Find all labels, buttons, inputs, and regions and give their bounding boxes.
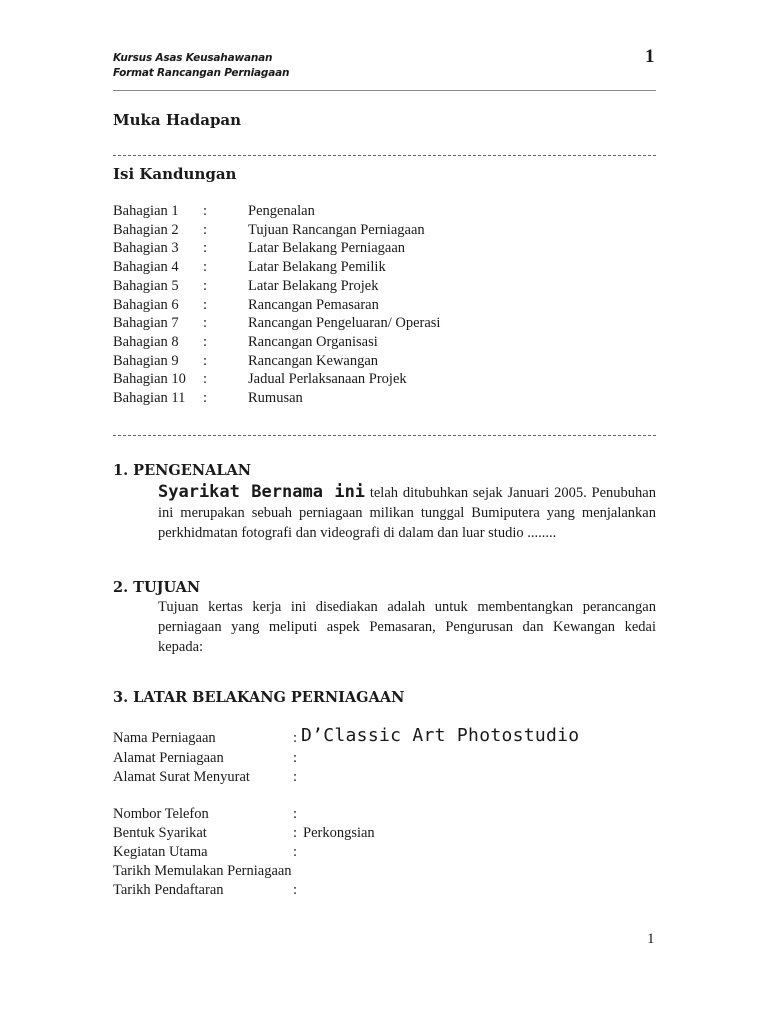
toc-row — [113, 390, 513, 409]
field-label: Tarikh Memulakan Perniagaan — [113, 863, 292, 879]
field-colon: : — [293, 750, 298, 766]
field-bentuk-syarikat — [113, 825, 656, 844]
toc-bahagian: Bahagian 7 — [113, 315, 179, 332]
toc-row — [113, 315, 513, 334]
field-nama-perniagaan — [113, 725, 656, 749]
header-course: Kursus Asas Keusahawanan — [113, 52, 273, 64]
header-subtitle: Format Rancangan Perniagaan — [113, 67, 290, 79]
field-value: D’Classic Art Photostudio — [301, 725, 580, 746]
toc-colon: : — [203, 390, 208, 406]
field-colon: : — [293, 730, 298, 746]
toc-title: Tujuan Rancangan Perniagaan — [248, 221, 425, 238]
toc-row — [113, 353, 513, 372]
field-label: Kegiatan Utama — [113, 844, 208, 860]
muka-hadapan-heading: Muka Hadapan — [113, 111, 242, 129]
section-1-heading: 1. PENGENALAN — [113, 462, 252, 479]
toc-bahagian: Bahagian 9 — [113, 352, 179, 369]
toc-title: Rancangan Kewangan — [248, 352, 379, 369]
toc-title: Latar Belakang Pemilik — [248, 259, 386, 276]
toc-bahagian: Bahagian 4 — [113, 259, 179, 276]
toc-bahagian: Bahagian 1 — [113, 203, 179, 219]
toc-row — [113, 334, 513, 353]
field-label: Tarikh Pendaftaran — [113, 882, 224, 898]
field-label: Alamat Perniagaan — [113, 750, 224, 766]
field-tarikh-pendaftaran — [113, 882, 656, 901]
toc-colon: : — [203, 240, 208, 257]
toc-row — [113, 297, 513, 316]
toc-colon: : — [203, 333, 208, 350]
section-3-heading: 3. LATAR BELAKANG PERNIAGAAN — [113, 689, 405, 706]
toc-title: Rumusan — [248, 390, 303, 406]
header-page-number: 1 — [645, 46, 655, 67]
toc-bahagian: Bahagian 5 — [113, 277, 179, 294]
toc-title: Latar Belakang Perniagaan — [248, 240, 406, 257]
toc-bahagian: Bahagian 3 — [113, 240, 179, 257]
toc-row — [113, 259, 513, 278]
field-colon: : — [293, 882, 298, 898]
header-rule — [113, 90, 656, 91]
toc-row — [113, 278, 513, 297]
toc-colon: : — [203, 371, 208, 388]
toc-row — [113, 222, 513, 241]
toc-colon: : — [203, 203, 208, 219]
field-label: Nama Perniagaan — [113, 730, 216, 746]
field-label: Nombor Telefon — [113, 806, 209, 822]
field-colon: : — [293, 844, 298, 860]
footer-page-number: 1 — [647, 931, 655, 947]
toc-title: Rancangan Organisasi — [248, 333, 378, 350]
toc-colon: : — [203, 277, 208, 294]
toc-title: Jadual Perlaksanaan Projek — [248, 371, 407, 388]
toc-row — [113, 371, 513, 390]
divider-2 — [113, 435, 656, 436]
field-alamat-perniagaan — [113, 750, 656, 769]
section-2-paragraph: Tujuan kertas kerja ini disediakan adalah untuk membentangkan perancangan perniagaan yang meliputi aspek Pemasaran, Pengurusan dan Kewangan kedai kepada: — [158, 599, 656, 655]
toc-bahagian: Bahagian 11 — [113, 390, 186, 406]
toc-title: Pengenalan — [248, 203, 315, 219]
toc-colon: : — [203, 352, 208, 369]
toc-colon: : — [203, 259, 208, 276]
toc-bahagian: Bahagian 10 — [113, 371, 186, 388]
toc-colon: : — [203, 315, 208, 332]
field-label: Bentuk Syarikat — [113, 825, 207, 841]
field-label: Alamat Surat Menyurat — [113, 769, 250, 785]
section-1-lead: Syarikat Bernama ini — [158, 482, 366, 502]
toc-bahagian: Bahagian 8 — [113, 333, 179, 350]
section-1-paragraph — [158, 482, 656, 543]
toc-bahagian: Bahagian 6 — [113, 296, 179, 313]
toc-colon: : — [203, 221, 208, 238]
toc-title: Latar Belakang Projek — [248, 277, 379, 294]
toc-row — [113, 240, 513, 259]
section-1-text: telah ditubuhkan sejak Januari 2005. Penubuhan ini merupakan sebuah perniagaan milikan tunggal Bumiputera yang menjalankan perkhidmatan fotografi dan videografi di dalam dan luar studio ........ — [158, 485, 656, 541]
isi-kandungan-heading: Isi Kandungan — [113, 165, 237, 183]
toc-bahagian: Bahagian 2 — [113, 221, 179, 238]
field-value: Perkongsian — [303, 825, 375, 841]
section-2-heading: 2. TUJUAN — [113, 579, 201, 596]
field-colon: : — [293, 769, 298, 785]
field-alamat-surat — [113, 769, 656, 788]
field-tarikh-memulakan — [113, 863, 656, 882]
toc-colon: : — [203, 296, 208, 313]
field-kegiatan-utama — [113, 844, 656, 863]
field-colon: : — [293, 806, 298, 822]
divider-1 — [113, 155, 656, 156]
toc-title: Rancangan Pengeluaran/ Operasi — [248, 315, 441, 332]
toc-row — [113, 203, 513, 222]
toc-title: Rancangan Pemasaran — [248, 296, 379, 313]
field-colon: : — [293, 825, 298, 841]
field-nombor-telefon — [113, 806, 656, 825]
